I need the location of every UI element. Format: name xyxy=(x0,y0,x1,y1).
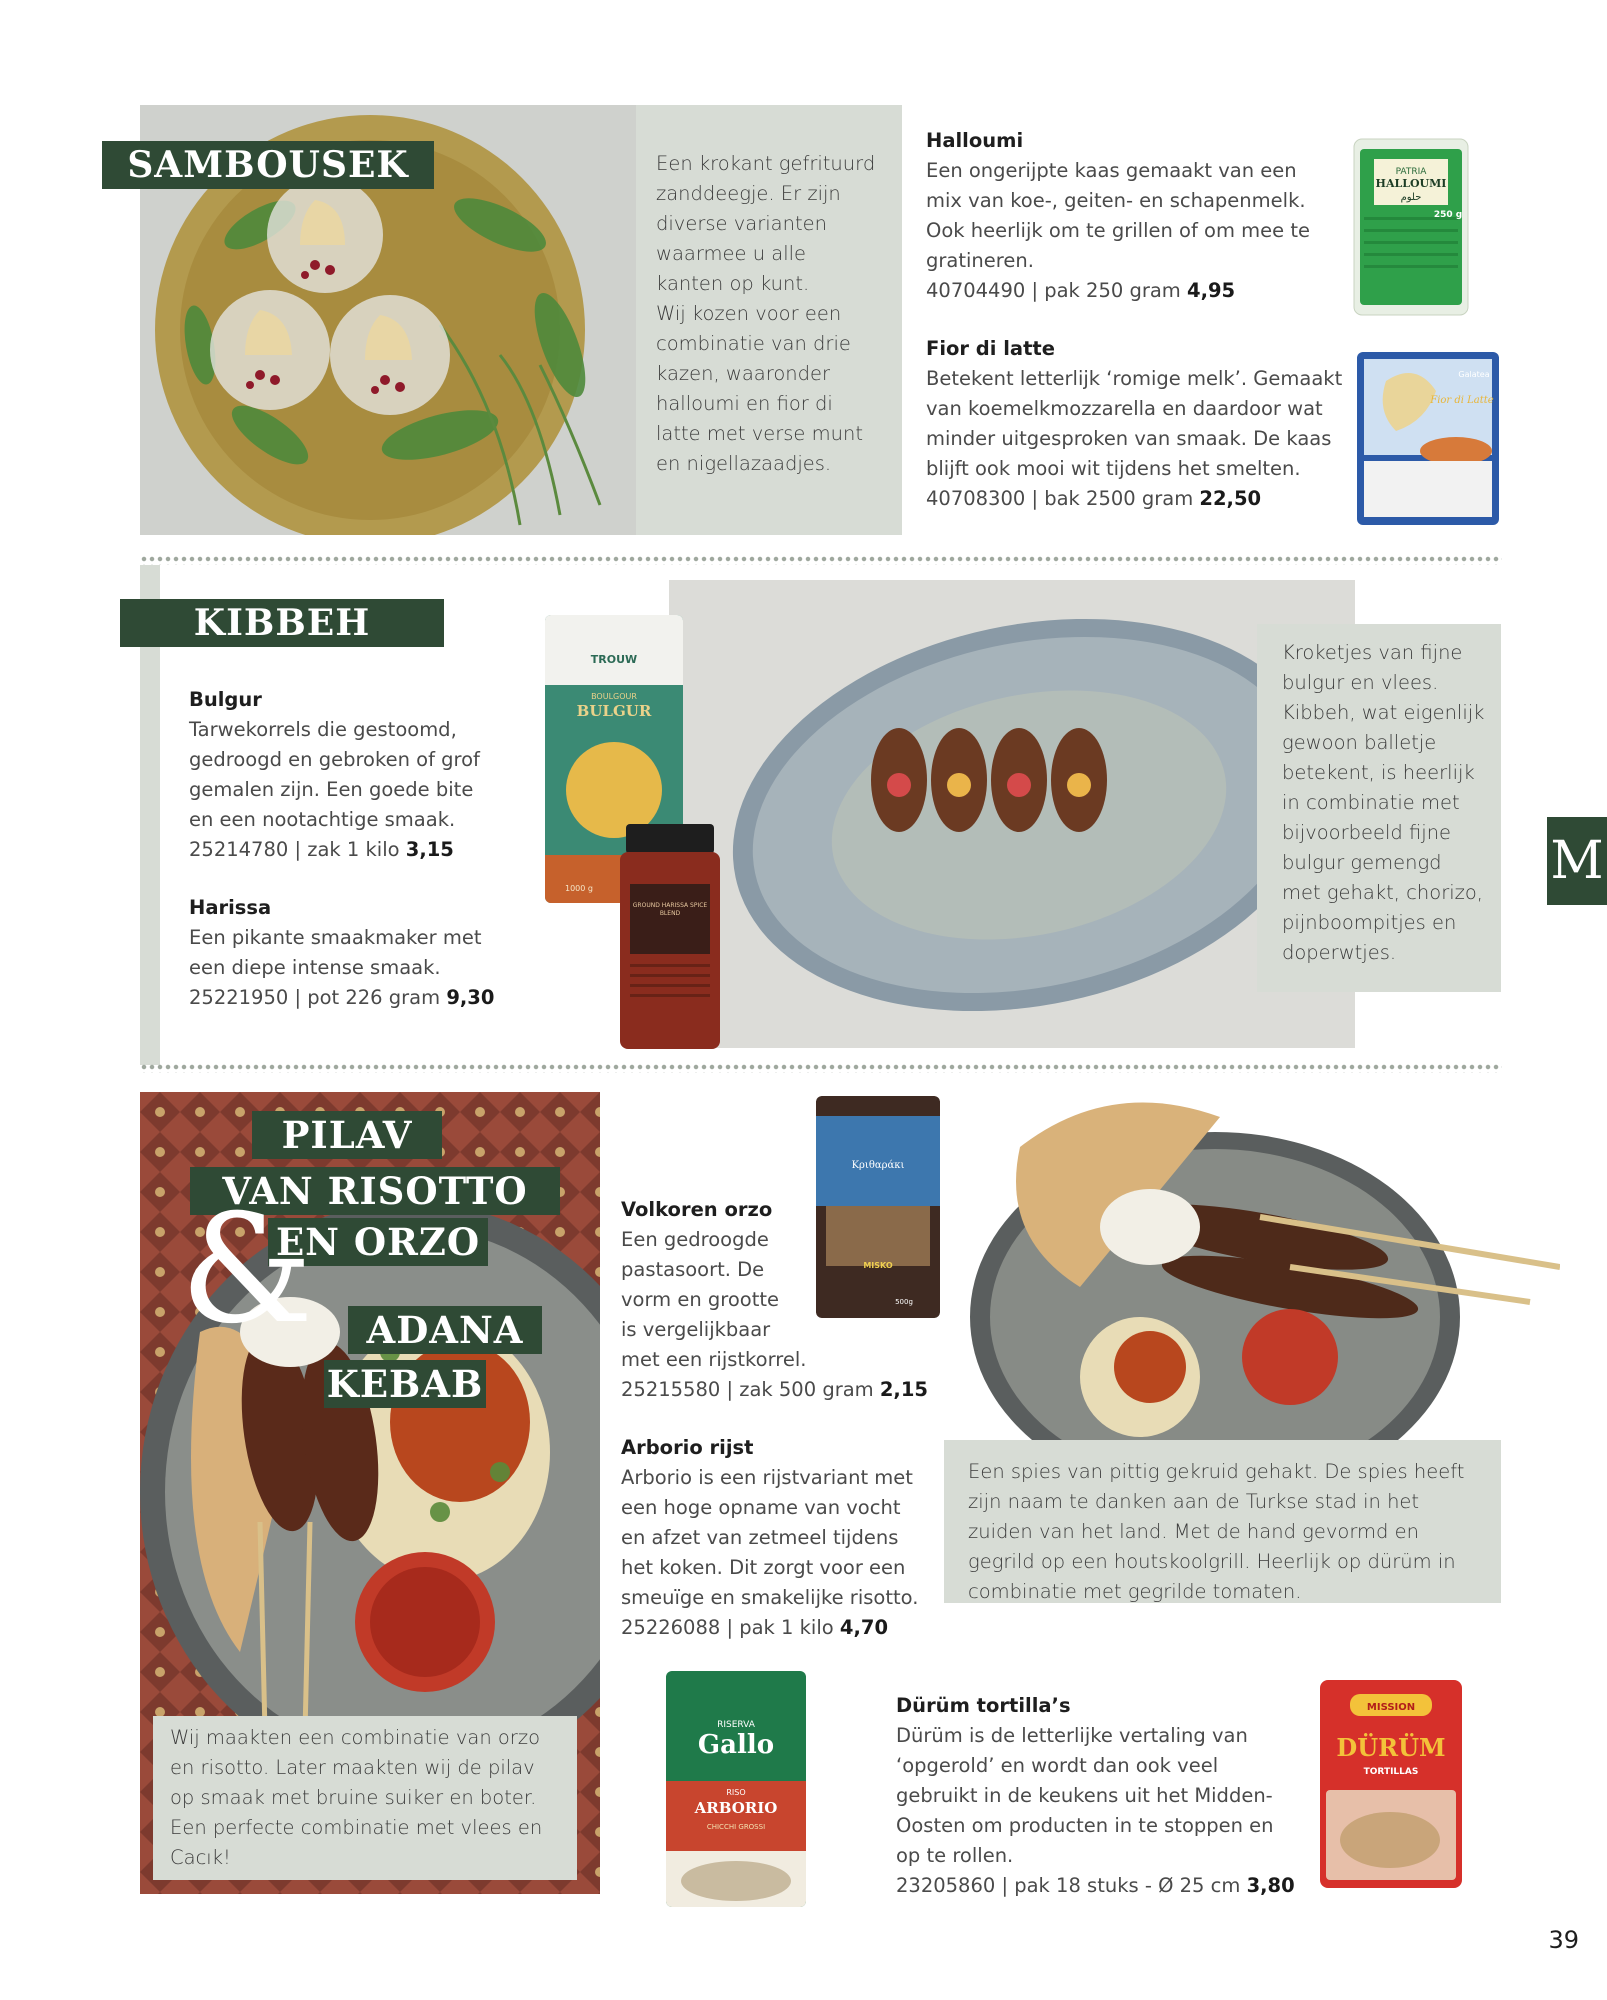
desc-line: Dürüm is de letterlijke vertaling van xyxy=(896,1724,1248,1747)
product-description xyxy=(189,715,529,835)
product-price: 3,15 xyxy=(405,838,454,861)
intro-line: kanten op kunt. xyxy=(656,272,810,295)
product-bulgur xyxy=(189,685,529,865)
desc-line: smeuïge en smakelijke risotto. xyxy=(621,1586,919,1609)
pilav-ampersand xyxy=(180,1183,314,1357)
arborio-pack-sub: RISO xyxy=(726,1788,746,1797)
desc-line: Oosten om producten in te stoppen en xyxy=(896,1814,1274,1837)
note-line: bulgur en vlees. xyxy=(1282,671,1439,694)
desc-line: blijft ook mooi wit tijdens het smelten. xyxy=(926,457,1301,480)
note-line: Cacık! xyxy=(170,1846,231,1869)
desc-line: een hoge opname van vocht xyxy=(621,1496,901,1519)
note-line: bijvoorbeeld fijne xyxy=(1282,821,1452,844)
halloumi-pack-weight: 250 g xyxy=(1433,210,1463,220)
note-line: Kroketjes van fijne xyxy=(1282,641,1463,664)
bulgur-pack-sub: BOULGOUR xyxy=(591,692,637,701)
kibbeh-photo xyxy=(669,580,1355,1048)
product-halloumi xyxy=(926,126,1366,306)
desc-line: en afzet van zetmeel tijdens xyxy=(621,1526,899,1549)
bulgur-pack-brand: TROUW xyxy=(590,653,638,666)
desc-line: pastasoort. De xyxy=(621,1258,765,1281)
note-line: bulgur gemengd xyxy=(1282,851,1442,874)
kibbeh-note-box xyxy=(1257,624,1501,992)
note-line: in combinatie met xyxy=(1282,791,1460,814)
intro-line: en nigellazaadjes. xyxy=(656,452,832,475)
desc-line: Arborio is een rijstvariant met xyxy=(621,1466,913,1489)
kebab-photo xyxy=(960,1087,1560,1447)
durum-pack xyxy=(1320,1680,1462,1888)
product-title: Harissa xyxy=(189,896,272,919)
desc-line: mix van koe-, geiten- en schapenmelk. xyxy=(926,189,1306,212)
sambousek-banner xyxy=(102,141,434,189)
intro-line: kazen, waaronder xyxy=(656,362,831,385)
intro-line: Een krokant gefrituurd xyxy=(656,152,876,175)
note-line: zuiden van het land. Met de hand gevormd en xyxy=(968,1520,1419,1543)
fior-di-latte-pack xyxy=(1356,351,1500,526)
ampersand-glyph: & xyxy=(180,1183,314,1357)
arborio-pack-top: RISERVA xyxy=(717,1720,755,1730)
pilav-note xyxy=(170,1723,570,1873)
note-line: pijnboompitjes en xyxy=(1282,911,1457,934)
product-price: 9,30 xyxy=(446,986,495,1009)
intro-line: latte met verse munt xyxy=(656,422,863,445)
sambousek-title: SAMBOUSEK xyxy=(127,144,409,186)
desc-line: ‘opgerold’ en wordt dan ook veel xyxy=(896,1754,1219,1777)
pilav-banner-line-5 xyxy=(324,1360,486,1408)
halloumi-pack-brand: PATRIA xyxy=(1395,167,1427,177)
pilav-title-line: ADANA xyxy=(366,1308,524,1352)
desc-line: gedroogd en gebroken of grof xyxy=(189,748,480,771)
halloumi-pack xyxy=(1352,137,1470,317)
halloumi-pack-name: HALLOUMI xyxy=(1375,177,1447,190)
note-line: combinatie met gegrilde tomaten. xyxy=(968,1580,1302,1603)
product-code-size: 23205860 | pak 18 stuks - Ø 25 cm xyxy=(896,1874,1247,1897)
desc-line: Een pikante smaakmaker met xyxy=(189,926,482,949)
product-meta xyxy=(189,983,529,1013)
pilav-title-line: PILAV xyxy=(281,1113,413,1157)
kibbeh-banner xyxy=(120,599,444,647)
desc-line: Een ongerijpte kaas gemaakt van een xyxy=(926,159,1297,182)
note-line: betekent, is heerlijk xyxy=(1282,761,1475,784)
note-line: gegrild op een houtskoolgrill. Heerlijk op dürüm in xyxy=(968,1550,1456,1573)
product-arborio-rijst xyxy=(621,1433,951,1643)
product-meta xyxy=(896,1871,1316,1901)
product-price: 4,70 xyxy=(839,1616,889,1639)
product-title: Bulgur xyxy=(189,688,262,711)
bulgur-pack-weight: 1000 g xyxy=(565,884,593,893)
pilav-banner-line-4 xyxy=(348,1306,542,1354)
desc-line: Tarwekorrels die gestoomd, xyxy=(189,718,457,741)
product-meta xyxy=(926,484,1366,514)
pilav-title-line: KEBAB xyxy=(326,1362,484,1406)
arborio-pack-brand: Gallo xyxy=(697,1730,775,1760)
pilav-title-line: VAN RISOTTO xyxy=(222,1169,528,1213)
durum-pack-brand: MISSION xyxy=(1366,1702,1416,1713)
product-title: Volkoren orzo xyxy=(621,1198,773,1221)
desc-line: gratineren. xyxy=(926,249,1034,272)
pilav-note-box xyxy=(153,1716,577,1880)
fior-pack-name: Fior di Latte xyxy=(1430,395,1494,406)
note-line: doperwtjes. xyxy=(1282,941,1397,964)
intro-line: combinatie van drie xyxy=(656,332,851,355)
durum-pack-sub: TORTILLAS xyxy=(1363,1767,1419,1777)
product-description xyxy=(926,156,1366,276)
intro-line: Wij kozen voor een xyxy=(656,302,842,325)
pilav-title-line: EN ORZO xyxy=(275,1220,481,1264)
product-description xyxy=(621,1463,951,1613)
product-code-size: 25214780 | zak 1 kilo xyxy=(189,838,406,861)
product-meta xyxy=(189,835,529,865)
intro-line: halloumi en fior di xyxy=(656,392,833,415)
durum-pack-name: DÜRÜM xyxy=(1336,1733,1446,1762)
harissa-pack-name: GROUND HARISSA SPICE BLEND xyxy=(632,902,708,917)
product-description xyxy=(926,364,1366,484)
product-description xyxy=(189,923,529,983)
kebab-note-box xyxy=(944,1440,1501,1603)
product-code-size: 40704490 | pak 250 gram xyxy=(926,279,1187,302)
product-title: Fior di latte xyxy=(926,337,1055,360)
product-price: 22,50 xyxy=(1199,487,1262,510)
harissa-pack xyxy=(620,824,720,1049)
desc-line: is vergelijkbaar xyxy=(621,1318,771,1341)
desc-line: minder uitgesproken van smaak. De kaas xyxy=(926,427,1332,450)
product-code-size: 25221950 | pot 226 gram xyxy=(189,986,447,1009)
product-title: Halloumi xyxy=(926,129,1024,152)
desc-line: vorm en grootte xyxy=(621,1288,780,1311)
note-line: op smaak met bruine suiker en boter. xyxy=(170,1786,537,1809)
product-meta xyxy=(926,276,1366,306)
product-code-size: 25226088 | pak 1 kilo xyxy=(621,1616,840,1639)
note-line: zijn naam te danken aan de Turkse stad in het xyxy=(968,1490,1420,1513)
intro-line: zanddeegje. Er zijn xyxy=(656,182,841,205)
desc-line: op te rollen. xyxy=(896,1844,1014,1867)
page-number: 39 xyxy=(1548,1926,1579,1954)
product-price: 2,15 xyxy=(879,1378,928,1401)
bulgur-pack-name: BULGUR xyxy=(576,702,652,720)
product-code-size: 25215580 | zak 500 gram xyxy=(621,1378,880,1401)
product-fior-di-latte xyxy=(926,334,1366,514)
product-description xyxy=(896,1721,1316,1871)
note-line: Wij maakten een combinatie van orzo xyxy=(170,1726,540,1749)
halloumi-pack-arabic: حلوم xyxy=(1400,192,1422,203)
note-line: en risotto. Later maakten wij de pilav xyxy=(170,1756,535,1779)
desc-line: het koken. Dit zorgt voor een xyxy=(621,1556,906,1579)
arborio-pack-extra: CHICCHI GROSSI xyxy=(706,1823,766,1831)
desc-line: gemalen zijn. Een goede bite xyxy=(189,778,474,801)
section-divider xyxy=(140,555,1502,565)
kibbeh-note xyxy=(1282,638,1498,968)
orzo-pack-name: Κριθαράκι xyxy=(851,1160,905,1171)
section-tab xyxy=(1547,817,1607,905)
orzo-pack-weight: 500g xyxy=(895,1298,913,1306)
note-line: met gehakt, chorizo, xyxy=(1282,881,1483,904)
kebab-note xyxy=(968,1457,1498,1607)
section-tab-letter: M xyxy=(1550,831,1604,891)
desc-line: gebruikt in de keukens uit het Midden- xyxy=(896,1784,1273,1807)
intro-line: waarmee u alle xyxy=(656,242,807,265)
desc-line: Een gedroogde xyxy=(621,1228,769,1251)
pilav-banner-line-1 xyxy=(252,1111,442,1159)
desc-line: met een rijstkorrel. xyxy=(621,1348,807,1371)
desc-line: Ook heerlijk om te grillen of om mee te xyxy=(926,219,1311,242)
orzo-pack xyxy=(816,1096,940,1318)
note-line: Een spies van pittig gekruid gehakt. De spies heeft xyxy=(968,1460,1465,1483)
intro-line: diverse varianten xyxy=(656,212,827,235)
note-line: gewoon balletje xyxy=(1282,731,1437,754)
product-price: 4,95 xyxy=(1187,279,1236,302)
product-price: 3,80 xyxy=(1246,1874,1295,1897)
arborio-pack-name: ARBORIO xyxy=(694,1799,778,1817)
product-meta xyxy=(621,1613,951,1643)
sambousek-intro xyxy=(656,149,892,479)
product-harissa xyxy=(189,893,529,1013)
note-line: Kibbeh, wat eigenlijk xyxy=(1282,701,1485,724)
orzo-pack-brand: MISKO xyxy=(863,1261,893,1270)
product-title: Dürüm tortilla’s xyxy=(896,1694,1071,1717)
product-meta xyxy=(621,1375,931,1405)
desc-line: van koemelkmozzarella en daardoor wat xyxy=(926,397,1323,420)
section-divider xyxy=(140,1063,1502,1073)
kibbeh-title: KIBBEH xyxy=(193,602,371,644)
product-durum-tortillas xyxy=(896,1691,1316,1901)
desc-line: Betekent letterlijk ‘romige melk’. Gemaakt xyxy=(926,367,1343,390)
product-title: Arborio rijst xyxy=(621,1436,754,1459)
note-line: Een perfecte combinatie met vlees en xyxy=(170,1816,543,1839)
desc-line: en een nootachtige smaak. xyxy=(189,808,456,831)
sambousek-intro-box xyxy=(636,105,902,535)
fior-pack-brand: Galatea xyxy=(1458,370,1490,379)
desc-line: een diepe intense smaak. xyxy=(189,956,441,979)
arborio-pack xyxy=(666,1671,806,1907)
product-code-size: 40708300 | bak 2500 gram xyxy=(926,487,1200,510)
